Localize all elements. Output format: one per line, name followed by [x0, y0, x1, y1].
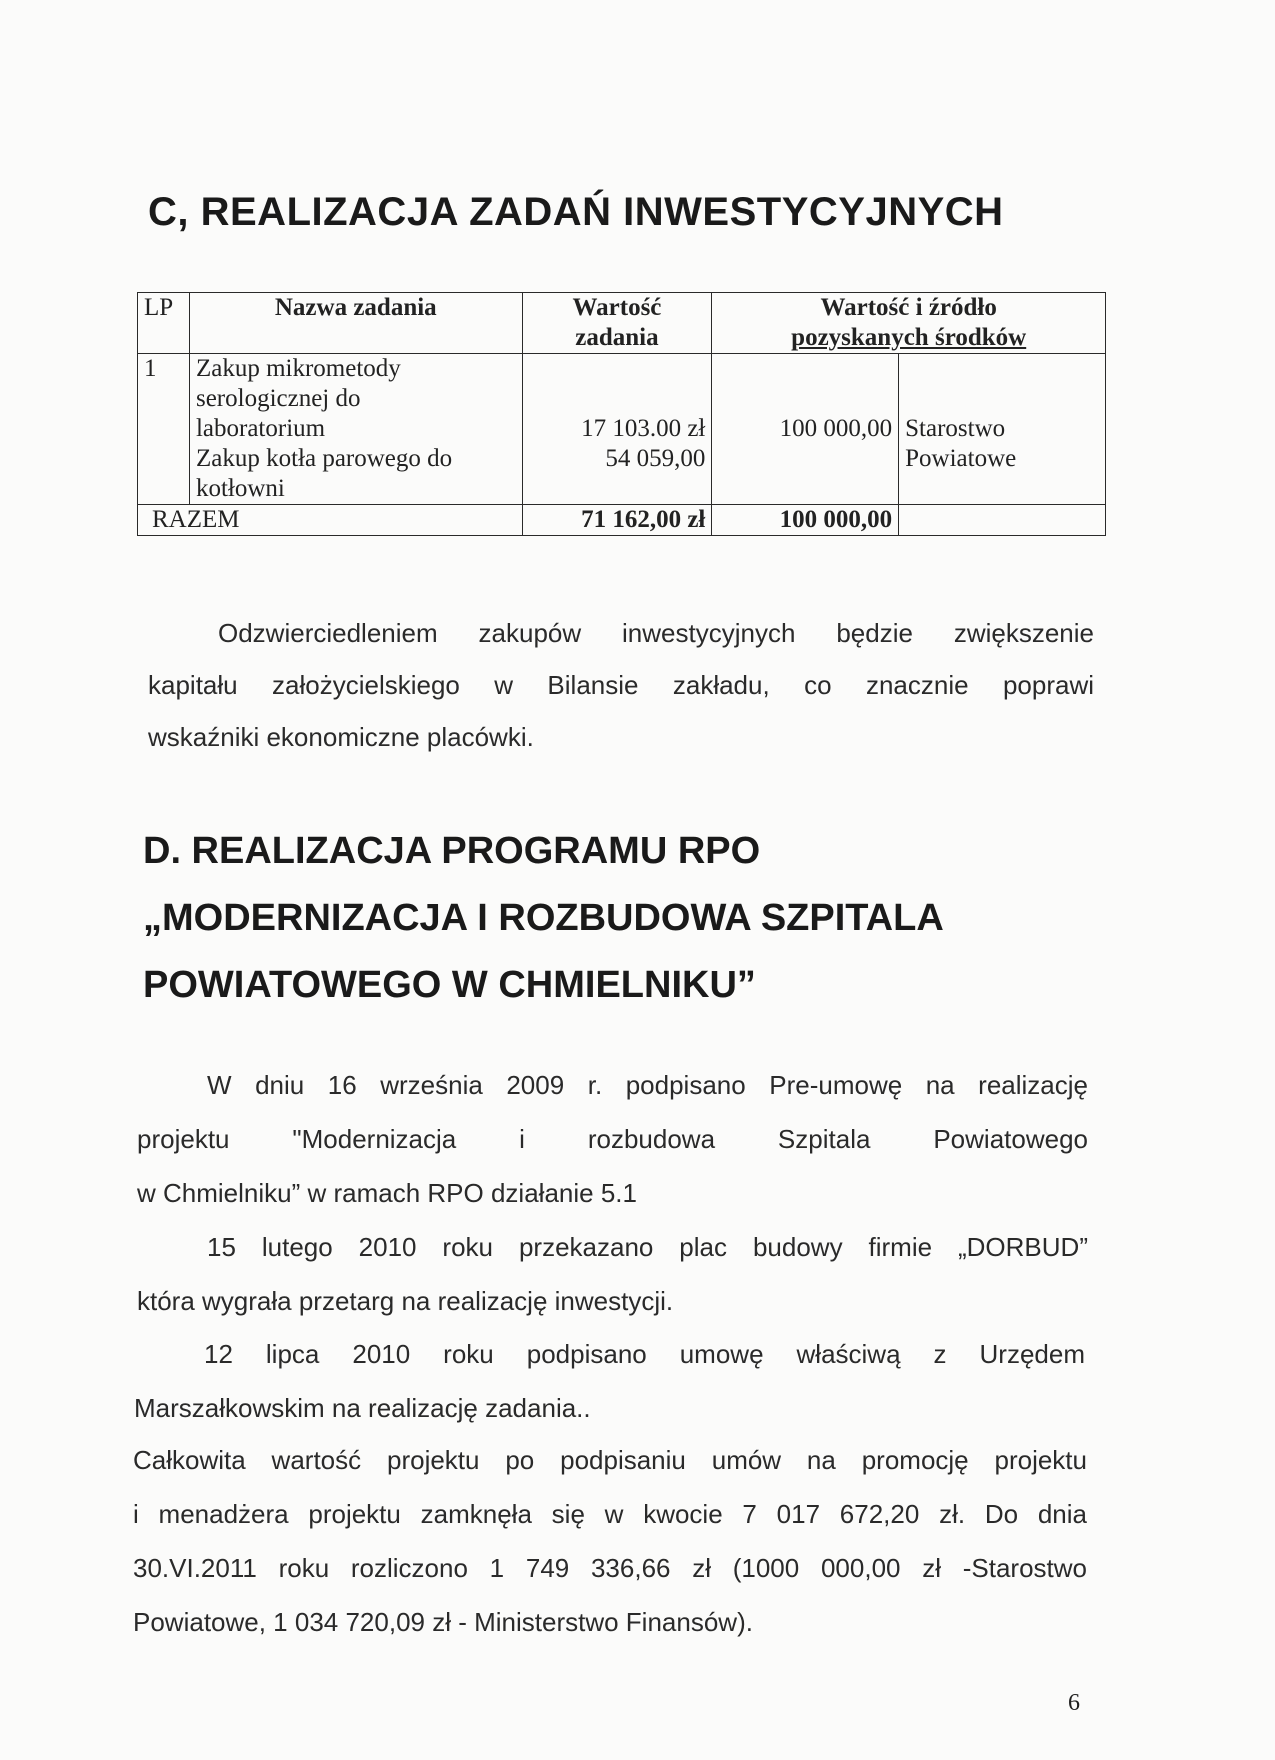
- row-source-name: [899, 354, 1106, 505]
- paragraph-rpo-4: [133, 1433, 1087, 1649]
- table-header-row: [138, 293, 1106, 354]
- paragraph-c-line2: kapitału założycielskiego w Bilansie zakładu, co znacznie poprawi: [148, 670, 1094, 700]
- task2-line1: Zakup kotła parowego do: [195, 445, 453, 472]
- rpo-p2-line1: 15 lutego 2010 roku przekazano plac budowy firmie „DORBUD”: [207, 1232, 1088, 1262]
- table-total-row: [138, 505, 1106, 536]
- paragraph-rpo-3: [134, 1327, 1085, 1435]
- header-task-value-line2: zadania: [575, 324, 659, 351]
- section-d-heading-line1: D. REALIZACJA PROGRAMU RPO: [143, 830, 761, 872]
- total-label: RAZEM: [138, 505, 523, 536]
- row-source-amount: [712, 354, 899, 505]
- paragraph-investment-effect: [148, 607, 1094, 763]
- section-d-heading-line2: „MODERNIZACJA I ROZBUDOWA SZPITALA: [143, 897, 944, 939]
- header-task-name: Nazwa zadania: [189, 293, 522, 354]
- rpo-p4-line4: Powiatowe, 1 034 720,09 zł - Ministerstwo Finansów).: [133, 1607, 753, 1637]
- task1-line2: serologicznej do: [195, 385, 361, 412]
- task2-value: 54 059,00: [605, 445, 706, 472]
- row-lp: 1: [138, 354, 190, 505]
- task1-line1: Zakup mikrometody: [195, 355, 401, 382]
- paragraph-rpo-1: [137, 1058, 1088, 1220]
- paragraph-c-line3: wskaźniki ekonomiczne placówki.: [148, 722, 534, 752]
- section-c-heading: C, REALIZACJA ZADAŃ INWESTYCYJNYCH: [148, 190, 1004, 234]
- rpo-p3-line1: 12 lipca 2010 roku podpisano umowę właściwą z Urzędem: [204, 1339, 1085, 1369]
- rpo-p4-line2: i menadżera projektu zamknęła się w kwocie 7 017 672,20 zł. Do dnia: [133, 1499, 1087, 1529]
- header-funding-source-line2: pozyskanych środków: [791, 324, 1027, 351]
- row-task-values: [522, 354, 712, 505]
- header-lp: LP: [138, 293, 190, 354]
- total-value: 71 162,00 zł: [522, 505, 712, 536]
- paragraph-rpo-2: [137, 1220, 1088, 1328]
- header-task-value-line1: Wartość: [572, 294, 662, 321]
- source-name-line2: Powiatowe: [905, 445, 1017, 472]
- paragraph-c-line1: Odzwierciedleniem zakupów inwestycyjnych będzie zwiększenie: [218, 618, 1094, 648]
- rpo-p3-line2: Marszałkowskim na realizację zadania..: [134, 1393, 591, 1423]
- source-name-line1: Starostwo: [905, 415, 1006, 442]
- total-source-empty: [899, 505, 1106, 536]
- rpo-p1-line3: w Chmielniku” w ramach RPO działanie 5.1: [137, 1178, 637, 1208]
- header-funding-source-line1: Wartość i źródło: [820, 294, 997, 321]
- header-funding-source: [712, 293, 1106, 354]
- rpo-p2-line2: która wygrała przetarg na realizację inwestycji.: [137, 1286, 674, 1316]
- investment-table: [137, 292, 1106, 536]
- task2-line2: kotłowni: [195, 475, 285, 502]
- row-task-names: [189, 354, 522, 505]
- section-d-heading: [143, 818, 944, 1019]
- header-task-value: [522, 293, 712, 354]
- rpo-p1-line1: W dniu 16 września 2009 r. podpisano Pre-umowę na realizację: [207, 1070, 1088, 1100]
- total-source-amount: 100 000,00: [712, 505, 899, 536]
- table-row: [138, 354, 1106, 505]
- task1-line3: laboratorium: [195, 415, 326, 442]
- section-d-heading-line3: POWIATOWEGO W CHMIELNIKU”: [143, 964, 756, 1006]
- page-number: 6: [1068, 1690, 1080, 1716]
- rpo-p1-line2: projektu "Modernizacja i rozbudowa Szpitala Powiatowego: [137, 1124, 1088, 1154]
- rpo-p4-line1: Całkowita wartość projektu po podpisaniu umów na promocję projektu: [133, 1445, 1087, 1475]
- task1-value: 17 103.00 zł: [581, 415, 706, 442]
- source-amount: 100 000,00: [779, 415, 893, 442]
- rpo-p4-line3: 30.VI.2011 roku rozliczono 1 749 336,66 zł (1000 000,00 zł -Starostwo: [133, 1553, 1087, 1583]
